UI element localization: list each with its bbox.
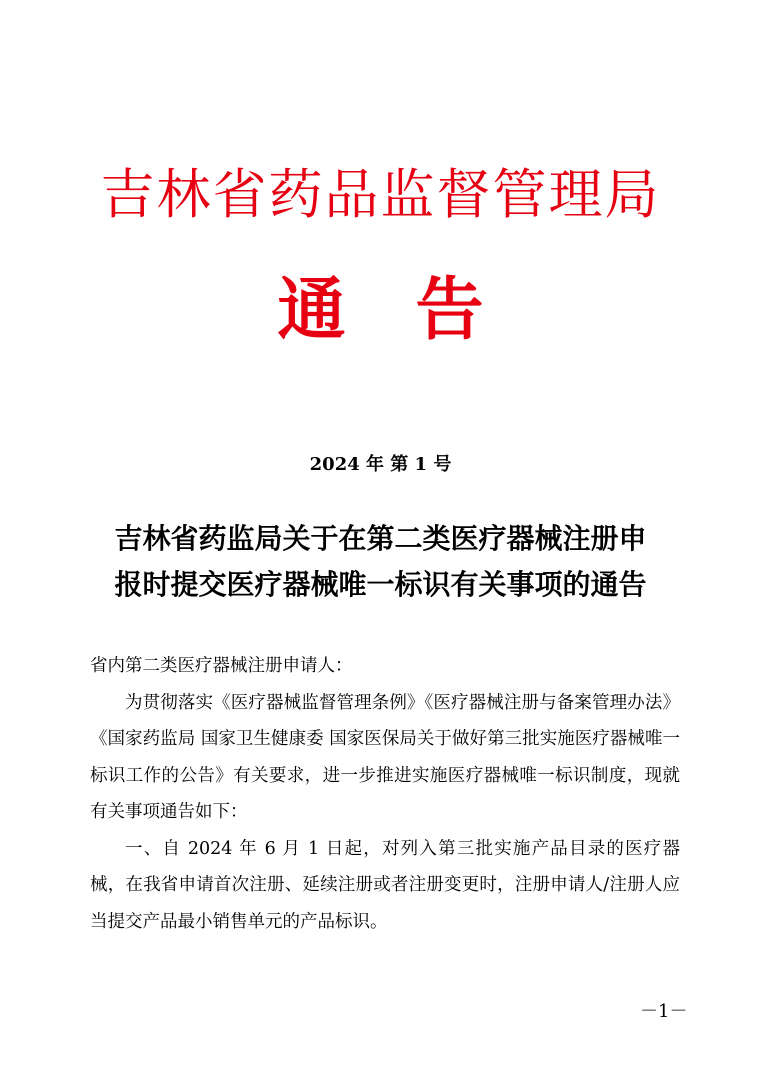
page-number: －1－ bbox=[640, 1001, 688, 1022]
salutation: 省内第二类医疗器械注册申请人： bbox=[90, 656, 353, 676]
document-title-line-2: 报时提交医疗器械唯一标识有关事项的通告 bbox=[114, 568, 647, 601]
body-paragraph-1: 为贯彻落实《医疗器械监督管理条例》《医疗器械注册与备案管理办法》《国家药监局 国家卫生健康委 国家医保局关于做好第三批实施医疗器械唯一标识工作的公告》有关要求，进一步推进实施医疗器械唯一标识制度，现就有关事项通告如下： bbox=[90, 692, 680, 822]
body-paragraph-2: 一、自 2024 年 6 月 1 日起，对列入第三批实施产品目录的医疗器械，在我省申请首次注册、延续注册或者注册变更时，注册申请人/注册人应当提交产品最小销售单元的产品标识。 bbox=[90, 838, 680, 932]
document-type: 通告 bbox=[277, 270, 554, 350]
document-body bbox=[90, 648, 680, 940]
document-title-line-1: 吉林省药监局关于在第二类医疗器械注册申 bbox=[114, 522, 647, 555]
document-number: 2024 年 第 1 号 bbox=[309, 454, 452, 475]
document-title bbox=[60, 516, 701, 608]
issuer-name: 吉林省药品监督管理局 bbox=[100, 163, 661, 226]
